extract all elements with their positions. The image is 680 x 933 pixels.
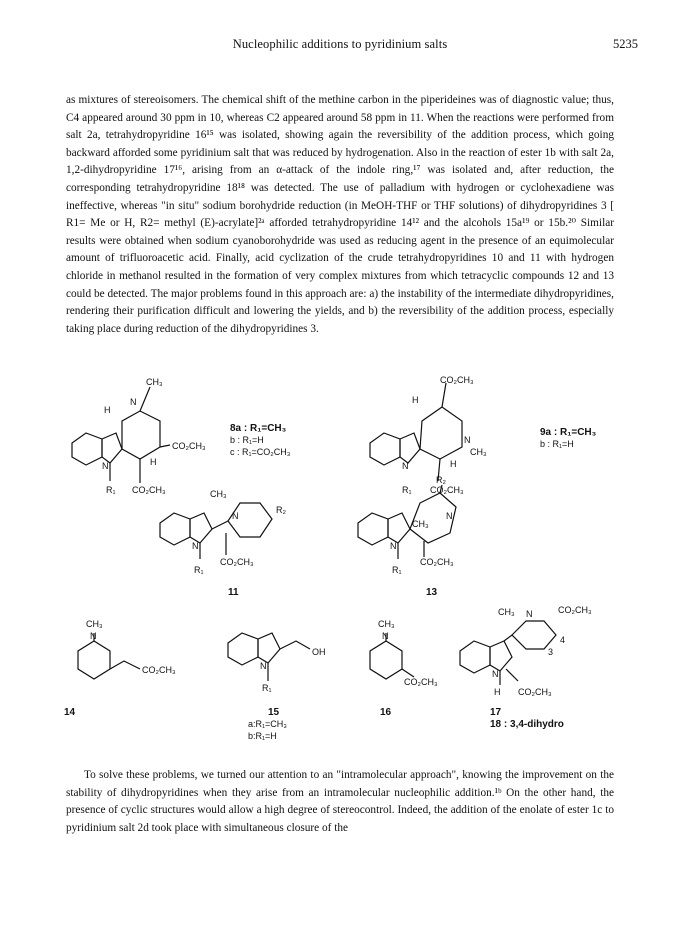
s14-co2ch3: CO₂CH₃	[142, 665, 176, 675]
body-paragraph-1	[66, 92, 614, 338]
s15-b: b:R₁=H	[248, 731, 277, 741]
s9-n2: N	[402, 461, 409, 471]
s13-r1: R₁	[392, 565, 402, 575]
s11-n: N	[232, 511, 239, 521]
s9-n: N	[464, 435, 471, 445]
s8-n2: N	[102, 461, 109, 471]
body-paragraph-2	[66, 767, 614, 837]
s9-ch3: CH₃	[470, 447, 487, 457]
s9-co2ch3b: CO₂CH₃	[430, 485, 464, 495]
s15-n: N	[260, 661, 267, 671]
s14-ch3: CH₃	[86, 619, 103, 629]
structure-15	[228, 633, 326, 741]
chemical-scheme	[50, 373, 640, 741]
s8-h: H	[104, 405, 111, 415]
structures-svg	[50, 373, 640, 741]
s8-r1: R₁	[106, 485, 116, 495]
s17-h: H	[494, 687, 501, 697]
s11-ch3: CH₃	[210, 489, 227, 499]
s13-r2: R₂	[436, 475, 446, 485]
s17-n2: N	[492, 669, 499, 679]
s16-label: 16	[380, 707, 392, 718]
paragraph-text: To solve these problems, we turned our attention to an "intramolecular approach", knowing the improvement on the stability of dihydropyridines when they arise from an intramolecular nucleophilic addition.¹ᵇ On the other hand, the presence of cyclic structures would allow a high degree of stereocontrol. Indeed, the addition of the enolate of ester 1c to pyridinium salt 2d took place with simultaneous closure of the	[66, 769, 614, 834]
structure-17	[460, 605, 592, 730]
s11-r1: R₁	[194, 565, 204, 575]
s17-n: N	[526, 609, 533, 619]
s15-r1: R₁	[262, 683, 272, 693]
s8-a: 8a : R₁=CH₃	[230, 423, 287, 434]
s9-h: H	[412, 395, 419, 405]
s16-co2ch3: CO₂CH₃	[404, 677, 438, 687]
s17-ch3: CH₃	[498, 607, 515, 617]
s8-co2ch3b: CO₂CH₃	[132, 485, 166, 495]
s13-n2: N	[390, 541, 397, 551]
paragraph-text: as mixtures of stereoisomers. The chemical shift of the methine carbon in the piperideines was of diagnostic value; thus, C4 appeared around 30 ppm in 10, whereas C2 appeared around 58 ppm in 11. When the reactions were performed from salt 2a, tetrahydropyridine 16¹⁵ was isolated, showing again the reversibility of the addition process, which going backward afforded some pyridinium salt that was reduced by hydrogenation. Also in the reaction of ester 1b with salt 2a, 1,2-dihydropyridine 17¹⁶, arising from an α-attack of the indole ring,¹⁷ was isolated and, after reduction, the corresponding tetrahydropyridine 18¹⁸ was detected. The use of palladium with hydrogen or cyclohexadiene was ineffective, whereas "in situ" sodium borohydride reduction (in MeOH-THF or THF solutions) of dihydropyridines 3 [ R1= Me or H, R2= methyl (E)-acrylate]²ᵃ afforded tetrahydropyridine 14¹² and the alcohols 15a¹⁹ or 15b.²⁰ Similar results were obtained when sodium cyanoborohydride was used as reducing agent in the presence of an equimolecular amount of trifluoroacetic acid. Finally, acid cyclization of the crude tetrahydropyridines 10 and 11 with hydrogen chloride in methanol resulted in the formation of very complex mixtures from which tetracyclic compounds 12 and 13 could be detected. The major problems found in this approach are: a) the instability of the intermediate dihydropyridines, rendering their purification difficult and lowering the yields, and b) the reversibility of the addition process, especially taking place during reduction of the dihydropyridines 3.	[66, 94, 614, 335]
s15-label: 15	[268, 707, 280, 718]
s8-co2ch3: CO₂CH₃	[172, 441, 206, 451]
s15-a: a:R₁=CH₃	[248, 719, 287, 729]
s13-co2ch3: CO₂CH₃	[420, 557, 454, 567]
s9-a: 9a : R₁=CH₃	[540, 427, 597, 438]
s11-r2: R₂	[276, 505, 286, 515]
s14-n: N	[90, 631, 97, 641]
s13-ch3: CH₃	[412, 519, 429, 529]
s8-n: N	[130, 397, 137, 407]
s14-label: 14	[64, 707, 76, 718]
s17-n4: 4	[560, 635, 566, 645]
running-title: Nucleophilic additions to pyridinium salts	[232, 37, 448, 51]
s8-b: b : R₁=H	[230, 435, 264, 445]
s11-label: 11	[228, 587, 239, 598]
s13-label: 13	[426, 587, 438, 598]
s9-r1: R₁	[402, 485, 412, 495]
s11-co2ch3: CO₂CH₃	[220, 557, 254, 567]
s17-co2ch3b: CO₂CH₃	[518, 687, 552, 697]
s9-h2: H	[450, 459, 457, 469]
structure-8	[72, 377, 291, 495]
s16-n: N	[382, 631, 389, 641]
structure-11	[160, 489, 286, 598]
s8-h2: H	[150, 457, 157, 467]
s16-ch3: CH₃	[378, 619, 395, 629]
structure-16	[370, 619, 438, 718]
s17-co2ch3: CO₂CH₃	[558, 605, 592, 615]
s8-ch3: CH₃	[146, 377, 163, 387]
structure-9	[370, 375, 597, 495]
page-header	[0, 37, 680, 57]
s18-label: 18 : 3,4-dihydro	[490, 719, 564, 730]
s17-label: 17	[490, 707, 502, 718]
s9-b: b : R₁=H	[540, 439, 574, 449]
s11-n2: N	[192, 541, 199, 551]
s9-co2ch3: CO₂CH₃	[440, 375, 474, 385]
page-number: 5235	[613, 37, 638, 51]
s15-oh: OH	[312, 647, 326, 657]
s8-c: c : R₁=CO₂CH₃	[230, 447, 291, 457]
structure-14	[64, 619, 176, 718]
s13-n: N	[446, 511, 453, 521]
s17-n3: 3	[548, 647, 554, 657]
